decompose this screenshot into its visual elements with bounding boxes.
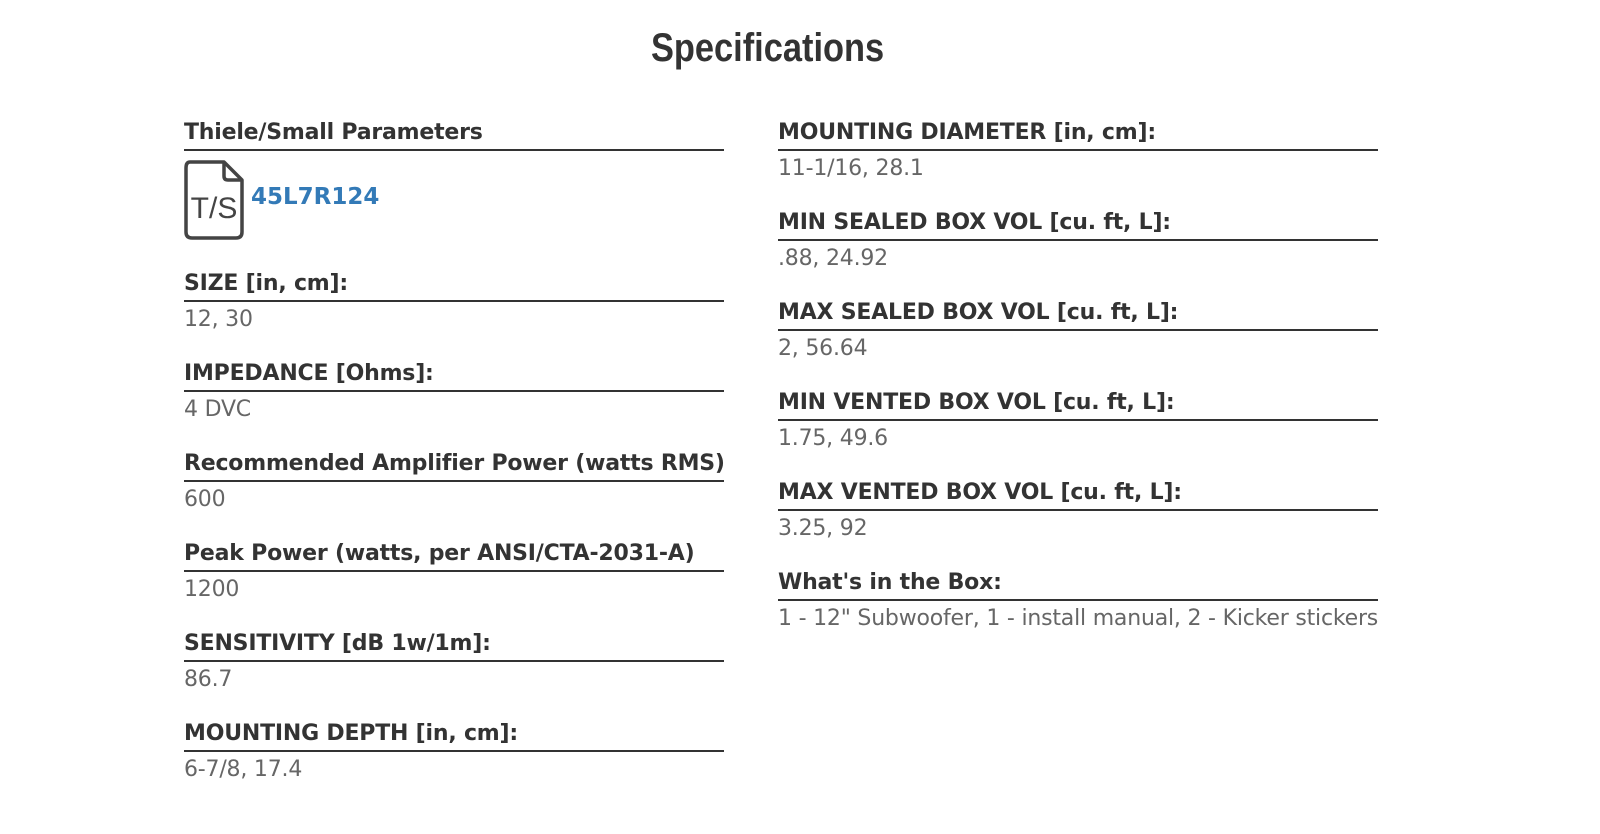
spec-peak-power [184, 538, 724, 628]
spec-mounting-diameter [778, 117, 1378, 207]
spec-value: 6-7/8, 17.4 [184, 757, 303, 782]
ts-parameters-link[interactable]: 45L7R124 [251, 184, 380, 210]
ts-parameters-download[interactable] [184, 160, 724, 240]
spec-label: IMPEDANCE [Ohms]: [184, 358, 724, 392]
spec-label: MAX SEALED BOX VOL [cu. ft, L]: [778, 297, 1378, 331]
spec-value: 86.7 [184, 667, 233, 692]
spec-label: MOUNTING DIAMETER [in, cm]: [778, 117, 1378, 151]
spec-min-vented-box-vol [778, 387, 1378, 477]
spec-mounting-depth [184, 718, 724, 808]
spec-max-sealed-box-vol [778, 297, 1378, 387]
spec-value: 1200 [184, 577, 240, 602]
specs-right-column [778, 117, 1378, 657]
spec-size [184, 268, 724, 358]
spec-label: MIN VENTED BOX VOL [cu. ft, L]: [778, 387, 1378, 421]
spec-label: SIZE [in, cm]: [184, 268, 724, 302]
spec-value: 1.75, 49.6 [778, 426, 888, 451]
specs-left-column [184, 117, 724, 808]
spec-label: Recommended Amplifier Power (watts RMS) [184, 448, 724, 482]
spec-ts-parameters [184, 117, 724, 268]
spec-impedance [184, 358, 724, 448]
spec-label: MOUNTING DEPTH [in, cm]: [184, 718, 724, 752]
spec-recommended-amplifier-power [184, 448, 724, 538]
spec-value: 1 - 12" Subwoofer, 1 - install manual, 2 - Kicker stickers [778, 606, 1379, 631]
spec-value: 4 DVC [184, 397, 251, 422]
document-icon[interactable] [184, 160, 246, 240]
spec-min-sealed-box-vol [778, 207, 1378, 297]
spec-label: MIN SEALED BOX VOL [cu. ft, L]: [778, 207, 1378, 241]
spec-sensitivity [184, 628, 724, 718]
spec-value: 11-1/16, 28.1 [778, 156, 924, 181]
spec-label: SENSITIVITY [dB 1w/1m]: [184, 628, 724, 662]
spec-whats-in-the-box [778, 567, 1378, 657]
spec-value: 2, 56.64 [778, 336, 868, 361]
ts-icon-label: T/S [190, 192, 238, 225]
spec-value: 3.25, 92 [778, 516, 868, 541]
spec-label: What's in the Box: [778, 567, 1378, 601]
spec-value: 12, 30 [184, 307, 253, 332]
spec-value: .88, 24.92 [778, 246, 888, 271]
spec-label: Peak Power (watts, per ANSI/CTA-2031-A) [184, 538, 724, 572]
spec-value: 600 [184, 487, 226, 512]
spec-label: MAX VENTED BOX VOL [cu. ft, L]: [778, 477, 1378, 511]
spec-max-vented-box-vol [778, 477, 1378, 567]
page-title: Specifications [650, 26, 885, 70]
spec-label: Thiele/Small Parameters [184, 117, 724, 151]
